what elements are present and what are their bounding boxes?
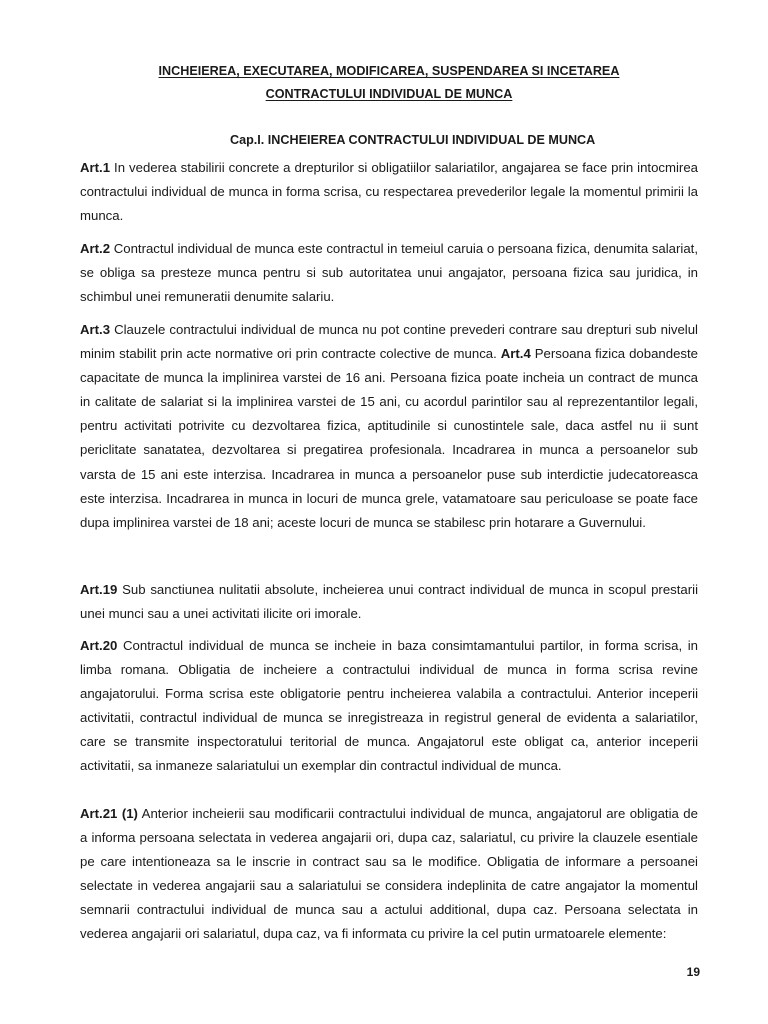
- article-2-label: Art.2: [80, 241, 111, 256]
- article-21-text: Anterior incheierii sau modificarii contractului individual de munca, angajatorul are obligatia de a informa persoana selectata in vederea angajarii ori, dupa caz, salariatul, cu privire la clauzele esentiale pe care intentioneaza sa le inscrie in contract sau sa le modifice. Obligatia de informare a persoanei selectate in vederea angajarii sau a salariatului se considera indeplinita de catre angajator la momentul semnarii contractului individual de munca sau a actului additional, dupa caz. Persoana selectata in vederea angajarii ori salariatul, dupa caz, va fi informata cu privire la cel putin urmatoarele elemente:: [80, 806, 698, 942]
- article-4-label: Art.4: [500, 346, 531, 362]
- article-20-text: Contractul individual de munca se incheie in baza consimtamantului partilor, in forma scrisa, in limba romana. Obligatia de incheiere a contractului individual de munca in forma scrisa revine angajatorului. Forma scrisa este obligatorie pentru incheierea valabila a contractului. Anterior inceperii activitatii, contractul individual de munca se inregistreaza in registrul general de evidenta a salariatilor, care se transmite inspectoratului teritorial de munca. Angajatorul este obligat ca, anterior inceperii activitatii, sa inmaneze salariatului un exemplar din contractul individual de munca.: [80, 638, 698, 774]
- article-4-text: Persoana fizica dobandeste capacitate de munca la implinirea varstei de 16 ani. Persoana fizica poate incheia un contract de munca in calitate de salariat si la implinirea varstei de 15 ani, cu acordul parintilor sau al reprezentantilor legali, pentru activitati potrivite cu dezvoltarea fizica, aptitudinile si cunostintele sale, daca astfel nu ii sunt periclitate sanatatea, dezvoltarea si pregatirea profesionala. Incadrarea in munca a persoanelor sub varsta de 15 ani este interzisa. Incadrarea in munca a persoanelor puse sub interdictie judecatoreasca este interzisa. Incadrarea in munca in locuri de munca grele, vatamatoare sau periculoase se poate face dupa implinirea varstei de 18 ani; aceste locuri de munca se stabilesc prin hotarare a Guvernului.: [80, 346, 699, 530]
- article-21-label: Art.21 (1): [80, 806, 138, 821]
- article-20: [80, 634, 698, 779]
- document-title-line-1: INCHEIEREA, EXECUTAREA, MODIFICAREA, SUSPENDAREA SI INCETAREA: [158, 64, 620, 78]
- article-3-and-4: [80, 318, 698, 535]
- article-20-label: Art.20: [80, 638, 118, 653]
- article-3-label: Art.3: [80, 322, 111, 337]
- article-19-text: Sub sanctiunea nulitatii absolute, incheierea unui contract individual de munca in scopul prestarii unei munci sau a unei activitati ilicite ori imorale.: [80, 582, 698, 622]
- chapter-heading: Cap.I. INCHEIEREA CONTRACTULUI INDIVIDUAL DE MUNCA: [230, 133, 596, 147]
- article-3-text: Clauzele contractului individual de munca nu pot contine prevederi contrare sau drepturi sub nivelul minim stabilit prin acte normative ori prin contracte colective de munca.: [80, 322, 698, 362]
- article-1-label: Art.1: [80, 160, 111, 175]
- document-title-line-2: CONTRACTULUI INDIVIDUAL DE MUNCA: [265, 87, 513, 101]
- article-2-text: Contractul individual de munca este contractul in temeiul caruia o persoana fizica, denumita salariat, se obliga sa presteze munca pentru si sub autoritatea unui angajator, persoana fizica sau juridica, in schimbul unei remuneratii denumite salariu.: [80, 241, 698, 305]
- article-21: [80, 802, 698, 947]
- article-2: [80, 237, 698, 309]
- article-1: [80, 156, 698, 228]
- article-19: [80, 578, 698, 626]
- page-number: 19: [686, 965, 700, 979]
- article-19-label: Art.19: [80, 582, 118, 597]
- article-1-text: In vederea stabilirii concrete a drepturilor si obligatiilor salariatilor, angajarea se face prin intocmirea contractului individual de munca in forma scrisa, cu respectarea prevederilor legale la momentul primirii la munca.: [80, 160, 698, 224]
